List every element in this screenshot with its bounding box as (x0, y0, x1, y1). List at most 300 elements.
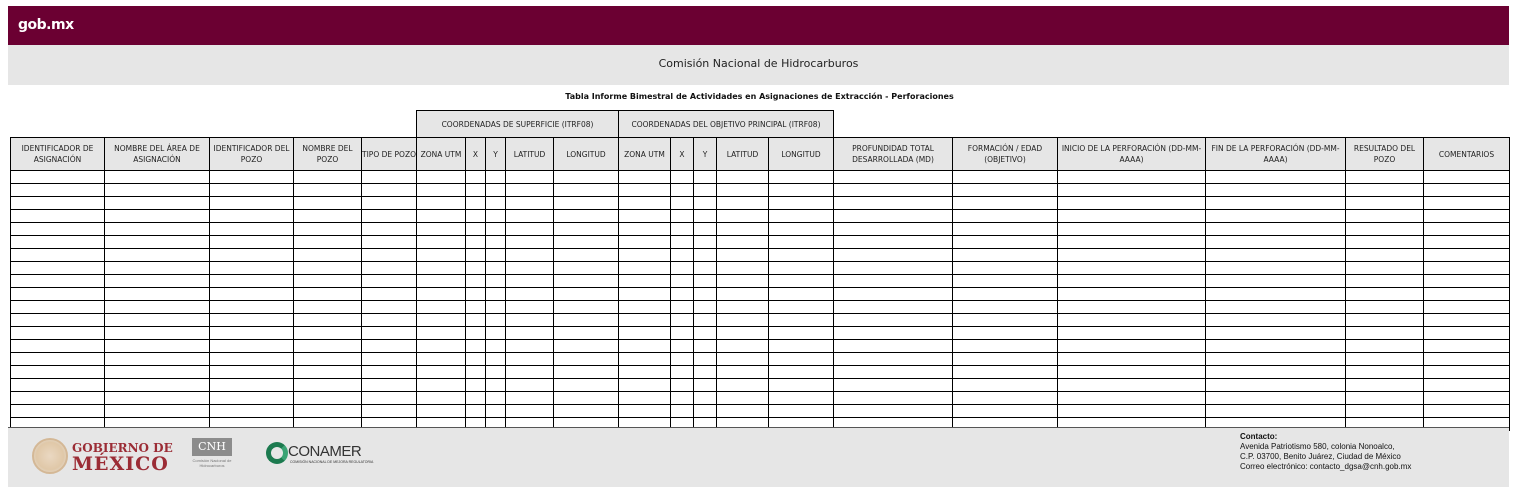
table-cell[interactable] (671, 249, 694, 262)
table-cell[interactable] (210, 301, 294, 314)
table-cell[interactable] (506, 366, 554, 379)
table-cell[interactable] (362, 223, 417, 236)
table-cell[interactable] (671, 171, 694, 184)
table-cell[interactable] (1206, 249, 1346, 262)
table-cell[interactable] (486, 262, 506, 275)
table-cell[interactable] (105, 327, 210, 340)
table-cell[interactable] (466, 405, 486, 418)
table-cell[interactable] (210, 197, 294, 210)
table-cell[interactable] (717, 353, 769, 366)
table-cell[interactable] (294, 236, 362, 249)
table-cell[interactable] (953, 262, 1058, 275)
table-cell[interactable] (834, 353, 953, 366)
table-cell[interactable] (105, 171, 210, 184)
table-cell[interactable] (694, 340, 717, 353)
table-cell[interactable] (834, 249, 953, 262)
table-cell[interactable] (294, 340, 362, 353)
table-cell[interactable] (769, 197, 834, 210)
table-cell[interactable] (105, 184, 210, 197)
table-cell[interactable] (362, 262, 417, 275)
table-cell[interactable] (953, 405, 1058, 418)
table-cell[interactable] (694, 262, 717, 275)
table-cell[interactable] (619, 392, 671, 405)
table-cell[interactable] (486, 236, 506, 249)
table-cell[interactable] (769, 301, 834, 314)
table-cell[interactable] (417, 314, 466, 327)
table-cell[interactable] (486, 340, 506, 353)
table-cell[interactable] (953, 197, 1058, 210)
table-cell[interactable] (619, 223, 671, 236)
table-cell[interactable] (619, 353, 671, 366)
table-cell[interactable] (210, 171, 294, 184)
table-cell[interactable] (294, 405, 362, 418)
table-cell[interactable] (210, 405, 294, 418)
table-cell[interactable] (11, 405, 105, 418)
table-cell[interactable] (210, 366, 294, 379)
table-cell[interactable] (717, 392, 769, 405)
table-cell[interactable] (619, 366, 671, 379)
table-cell[interactable] (11, 249, 105, 262)
table-cell[interactable] (953, 340, 1058, 353)
table-cell[interactable] (417, 405, 466, 418)
table-cell[interactable] (1424, 236, 1510, 249)
table-cell[interactable] (554, 236, 619, 249)
table-cell[interactable] (694, 379, 717, 392)
table-cell[interactable] (769, 223, 834, 236)
table-cell[interactable] (671, 392, 694, 405)
table-cell[interactable] (619, 236, 671, 249)
table-cell[interactable] (694, 275, 717, 288)
table-cell[interactable] (1058, 301, 1206, 314)
table-cell[interactable] (506, 327, 554, 340)
table-cell[interactable] (105, 314, 210, 327)
table-cell[interactable] (210, 275, 294, 288)
table-cell[interactable] (694, 366, 717, 379)
table-cell[interactable] (1058, 275, 1206, 288)
table-cell[interactable] (769, 379, 834, 392)
table-cell[interactable] (486, 171, 506, 184)
table-cell[interactable] (671, 301, 694, 314)
table-cell[interactable] (362, 236, 417, 249)
table-cell[interactable] (486, 184, 506, 197)
table-cell[interactable] (1424, 340, 1510, 353)
table-cell[interactable] (506, 236, 554, 249)
table-cell[interactable] (554, 340, 619, 353)
table-cell[interactable] (1206, 275, 1346, 288)
table-cell[interactable] (486, 327, 506, 340)
table-cell[interactable] (1424, 223, 1510, 236)
table-cell[interactable] (834, 210, 953, 223)
table-cell[interactable] (1206, 366, 1346, 379)
table-cell[interactable] (1206, 184, 1346, 197)
table-cell[interactable] (1058, 392, 1206, 405)
table-cell[interactable] (466, 340, 486, 353)
table-cell[interactable] (105, 392, 210, 405)
table-cell[interactable] (619, 327, 671, 340)
table-cell[interactable] (362, 210, 417, 223)
table-cell[interactable] (694, 210, 717, 223)
table-cell[interactable] (619, 288, 671, 301)
table-cell[interactable] (506, 405, 554, 418)
table-cell[interactable] (717, 405, 769, 418)
table-cell[interactable] (362, 405, 417, 418)
table-cell[interactable] (717, 340, 769, 353)
table-cell[interactable] (834, 262, 953, 275)
table-cell[interactable] (1058, 184, 1206, 197)
table-cell[interactable] (769, 392, 834, 405)
table-cell[interactable] (210, 249, 294, 262)
table-cell[interactable] (11, 353, 105, 366)
table-cell[interactable] (466, 314, 486, 327)
table-cell[interactable] (506, 288, 554, 301)
table-cell[interactable] (1346, 353, 1424, 366)
table-cell[interactable] (717, 171, 769, 184)
table-cell[interactable] (11, 171, 105, 184)
table-cell[interactable] (362, 184, 417, 197)
table-cell[interactable] (506, 184, 554, 197)
table-cell[interactable] (105, 236, 210, 249)
table-cell[interactable] (953, 275, 1058, 288)
table-cell[interactable] (11, 366, 105, 379)
table-cell[interactable] (619, 340, 671, 353)
table-cell[interactable] (105, 288, 210, 301)
table-cell[interactable] (486, 210, 506, 223)
table-cell[interactable] (1206, 327, 1346, 340)
table-cell[interactable] (671, 366, 694, 379)
table-cell[interactable] (953, 379, 1058, 392)
table-cell[interactable] (1346, 236, 1424, 249)
table-cell[interactable] (362, 327, 417, 340)
table-cell[interactable] (210, 353, 294, 366)
table-cell[interactable] (1058, 340, 1206, 353)
table-cell[interactable] (1206, 288, 1346, 301)
table-cell[interactable] (11, 288, 105, 301)
table-cell[interactable] (506, 262, 554, 275)
table-cell[interactable] (671, 184, 694, 197)
table-cell[interactable] (486, 301, 506, 314)
table-cell[interactable] (466, 210, 486, 223)
table-cell[interactable] (294, 223, 362, 236)
table-cell[interactable] (1424, 275, 1510, 288)
table-cell[interactable] (362, 197, 417, 210)
table-cell[interactable] (717, 327, 769, 340)
table-cell[interactable] (11, 340, 105, 353)
table-cell[interactable] (1346, 210, 1424, 223)
table-cell[interactable] (953, 288, 1058, 301)
table-cell[interactable] (1206, 197, 1346, 210)
table-cell[interactable] (671, 340, 694, 353)
table-cell[interactable] (1424, 249, 1510, 262)
table-cell[interactable] (1206, 171, 1346, 184)
table-cell[interactable] (834, 197, 953, 210)
table-cell[interactable] (11, 236, 105, 249)
table-cell[interactable] (1058, 366, 1206, 379)
table-cell[interactable] (769, 184, 834, 197)
table-cell[interactable] (294, 197, 362, 210)
table-cell[interactable] (294, 314, 362, 327)
table-cell[interactable] (1424, 184, 1510, 197)
table-cell[interactable] (953, 249, 1058, 262)
table-cell[interactable] (506, 210, 554, 223)
table-cell[interactable] (417, 392, 466, 405)
table-cell[interactable] (417, 210, 466, 223)
table-cell[interactable] (105, 210, 210, 223)
table-cell[interactable] (1058, 223, 1206, 236)
table-cell[interactable] (486, 275, 506, 288)
table-cell[interactable] (466, 392, 486, 405)
table-cell[interactable] (1346, 314, 1424, 327)
table-cell[interactable] (717, 314, 769, 327)
table-cell[interactable] (466, 353, 486, 366)
table-cell[interactable] (619, 314, 671, 327)
table-cell[interactable] (554, 171, 619, 184)
table-cell[interactable] (953, 366, 1058, 379)
table-cell[interactable] (210, 379, 294, 392)
table-cell[interactable] (417, 353, 466, 366)
table-cell[interactable] (486, 314, 506, 327)
table-cell[interactable] (1424, 171, 1510, 184)
table-cell[interactable] (554, 379, 619, 392)
table-cell[interactable] (694, 314, 717, 327)
table-cell[interactable] (11, 210, 105, 223)
table-cell[interactable] (1206, 210, 1346, 223)
table-cell[interactable] (769, 405, 834, 418)
table-cell[interactable] (953, 223, 1058, 236)
table-cell[interactable] (1058, 262, 1206, 275)
table-cell[interactable] (1206, 314, 1346, 327)
table-cell[interactable] (953, 314, 1058, 327)
table-cell[interactable] (1424, 301, 1510, 314)
table-cell[interactable] (1206, 301, 1346, 314)
table-cell[interactable] (554, 366, 619, 379)
table-cell[interactable] (11, 314, 105, 327)
table-cell[interactable] (11, 301, 105, 314)
table-cell[interactable] (717, 236, 769, 249)
table-cell[interactable] (105, 223, 210, 236)
table-cell[interactable] (717, 197, 769, 210)
table-cell[interactable] (105, 366, 210, 379)
table-cell[interactable] (769, 275, 834, 288)
table-cell[interactable] (769, 171, 834, 184)
table-cell[interactable] (486, 353, 506, 366)
table-cell[interactable] (834, 184, 953, 197)
table-cell[interactable] (694, 405, 717, 418)
table-cell[interactable] (486, 392, 506, 405)
table-cell[interactable] (671, 223, 694, 236)
table-cell[interactable] (1206, 340, 1346, 353)
table-cell[interactable] (769, 262, 834, 275)
table-cell[interactable] (1058, 236, 1206, 249)
table-cell[interactable] (466, 171, 486, 184)
table-cell[interactable] (294, 353, 362, 366)
table-cell[interactable] (210, 262, 294, 275)
table-cell[interactable] (1206, 353, 1346, 366)
table-cell[interactable] (11, 197, 105, 210)
table-cell[interactable] (554, 314, 619, 327)
table-cell[interactable] (362, 379, 417, 392)
table-cell[interactable] (1346, 197, 1424, 210)
table-cell[interactable] (619, 405, 671, 418)
table-cell[interactable] (362, 171, 417, 184)
table-cell[interactable] (417, 301, 466, 314)
table-cell[interactable] (619, 301, 671, 314)
table-cell[interactable] (294, 262, 362, 275)
table-cell[interactable] (1346, 262, 1424, 275)
table-cell[interactable] (417, 327, 466, 340)
table-cell[interactable] (1346, 340, 1424, 353)
table-cell[interactable] (362, 366, 417, 379)
table-cell[interactable] (486, 249, 506, 262)
table-cell[interactable] (294, 184, 362, 197)
table-cell[interactable] (294, 366, 362, 379)
table-cell[interactable] (294, 288, 362, 301)
table-cell[interactable] (466, 327, 486, 340)
table-cell[interactable] (769, 249, 834, 262)
table-cell[interactable] (466, 236, 486, 249)
table-cell[interactable] (1058, 197, 1206, 210)
table-cell[interactable] (417, 262, 466, 275)
table-cell[interactable] (105, 379, 210, 392)
table-cell[interactable] (506, 197, 554, 210)
table-cell[interactable] (671, 327, 694, 340)
table-cell[interactable] (554, 210, 619, 223)
table-cell[interactable] (466, 249, 486, 262)
table-cell[interactable] (486, 197, 506, 210)
table-cell[interactable] (671, 314, 694, 327)
table-cell[interactable] (294, 171, 362, 184)
table-cell[interactable] (1346, 392, 1424, 405)
table-cell[interactable] (417, 197, 466, 210)
table-cell[interactable] (694, 249, 717, 262)
table-cell[interactable] (694, 236, 717, 249)
table-cell[interactable] (466, 275, 486, 288)
table-cell[interactable] (769, 236, 834, 249)
table-cell[interactable] (953, 392, 1058, 405)
table-cell[interactable] (1058, 249, 1206, 262)
table-cell[interactable] (834, 405, 953, 418)
table-cell[interactable] (619, 197, 671, 210)
table-cell[interactable] (210, 340, 294, 353)
table-cell[interactable] (362, 314, 417, 327)
table-cell[interactable] (417, 275, 466, 288)
table-cell[interactable] (769, 353, 834, 366)
table-cell[interactable] (694, 223, 717, 236)
table-cell[interactable] (11, 184, 105, 197)
table-cell[interactable] (619, 184, 671, 197)
table-cell[interactable] (717, 288, 769, 301)
table-cell[interactable] (1424, 210, 1510, 223)
table-cell[interactable] (769, 327, 834, 340)
table-cell[interactable] (210, 392, 294, 405)
table-cell[interactable] (554, 405, 619, 418)
table-cell[interactable] (1424, 353, 1510, 366)
table-cell[interactable] (953, 327, 1058, 340)
table-cell[interactable] (694, 327, 717, 340)
table-cell[interactable] (294, 327, 362, 340)
table-cell[interactable] (105, 405, 210, 418)
table-cell[interactable] (671, 262, 694, 275)
table-cell[interactable] (554, 353, 619, 366)
table-cell[interactable] (294, 275, 362, 288)
table-cell[interactable] (671, 275, 694, 288)
table-cell[interactable] (694, 288, 717, 301)
table-cell[interactable] (1058, 314, 1206, 327)
table-cell[interactable] (834, 314, 953, 327)
table-cell[interactable] (717, 366, 769, 379)
table-cell[interactable] (554, 197, 619, 210)
table-cell[interactable] (417, 184, 466, 197)
table-cell[interactable] (362, 340, 417, 353)
table-cell[interactable] (105, 262, 210, 275)
table-cell[interactable] (417, 340, 466, 353)
table-cell[interactable] (834, 301, 953, 314)
table-cell[interactable] (486, 366, 506, 379)
table-cell[interactable] (210, 327, 294, 340)
table-cell[interactable] (694, 301, 717, 314)
table-cell[interactable] (717, 210, 769, 223)
table-cell[interactable] (1424, 197, 1510, 210)
table-cell[interactable] (506, 379, 554, 392)
table-cell[interactable] (11, 392, 105, 405)
table-cell[interactable] (671, 379, 694, 392)
table-cell[interactable] (717, 262, 769, 275)
table-cell[interactable] (717, 184, 769, 197)
table-cell[interactable] (466, 301, 486, 314)
table-cell[interactable] (1206, 262, 1346, 275)
table-cell[interactable] (1424, 366, 1510, 379)
table-cell[interactable] (466, 288, 486, 301)
table-cell[interactable] (506, 392, 554, 405)
table-cell[interactable] (769, 210, 834, 223)
table-cell[interactable] (362, 288, 417, 301)
table-cell[interactable] (671, 353, 694, 366)
table-cell[interactable] (466, 262, 486, 275)
table-cell[interactable] (105, 301, 210, 314)
table-cell[interactable] (953, 210, 1058, 223)
table-cell[interactable] (294, 379, 362, 392)
table-cell[interactable] (1346, 171, 1424, 184)
table-cell[interactable] (1058, 405, 1206, 418)
table-cell[interactable] (1058, 171, 1206, 184)
table-cell[interactable] (554, 392, 619, 405)
table-cell[interactable] (1058, 327, 1206, 340)
table-cell[interactable] (210, 236, 294, 249)
table-cell[interactable] (362, 275, 417, 288)
table-cell[interactable] (294, 392, 362, 405)
table-cell[interactable] (671, 405, 694, 418)
table-cell[interactable] (362, 249, 417, 262)
table-cell[interactable] (834, 379, 953, 392)
table-cell[interactable] (1058, 379, 1206, 392)
table-cell[interactable] (506, 314, 554, 327)
table-cell[interactable] (486, 405, 506, 418)
table-cell[interactable] (362, 392, 417, 405)
table-cell[interactable] (619, 379, 671, 392)
table-cell[interactable] (1058, 353, 1206, 366)
table-cell[interactable] (1346, 288, 1424, 301)
table-cell[interactable] (554, 275, 619, 288)
table-cell[interactable] (294, 301, 362, 314)
table-cell[interactable] (671, 210, 694, 223)
table-cell[interactable] (953, 353, 1058, 366)
table-cell[interactable] (506, 223, 554, 236)
table-cell[interactable] (834, 366, 953, 379)
table-cell[interactable] (717, 223, 769, 236)
table-cell[interactable] (486, 223, 506, 236)
table-cell[interactable] (1346, 275, 1424, 288)
table-cell[interactable] (1346, 327, 1424, 340)
table-cell[interactable] (1206, 405, 1346, 418)
